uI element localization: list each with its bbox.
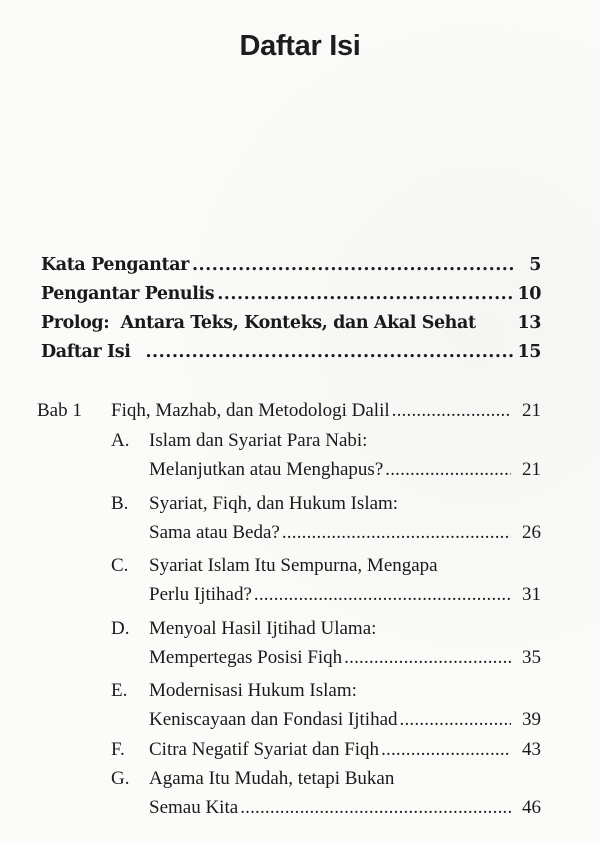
section-title-line1: Agama Itu Mudah, tetapi Bukan (149, 768, 395, 789)
toc-entry-title: Daftar Isi (41, 342, 131, 362)
chapter-page: 21 (522, 400, 541, 421)
toc-entry-page: 5 (529, 255, 541, 275)
section-entry (37, 555, 541, 581)
chapter-number: Bab 1 (37, 400, 82, 421)
toc-entry (41, 342, 541, 366)
toc-entry-page: 10 (517, 284, 541, 304)
toc-entry-page: 15 (517, 342, 541, 362)
leader-dots (344, 647, 511, 669)
section-page: 46 (522, 797, 541, 818)
toc-entry (41, 284, 541, 308)
leader-dots (282, 522, 511, 544)
section-letter: B. (111, 493, 129, 514)
toc-entry (41, 313, 541, 337)
section-entry (37, 618, 541, 644)
section-title-line2: Semau Kita (149, 797, 239, 818)
section-title-line2: Perlu Ijtihad? (149, 584, 252, 605)
section-title-line1: Citra Negatif Syariat dan Fiqh (149, 739, 380, 760)
section-title-line1: Islam dan Syariat Para Nabi: (149, 430, 368, 451)
section-title-line2: Melanjutkan atau Menghapus? (149, 459, 384, 480)
section-entry (37, 680, 541, 706)
section-letter: F. (111, 739, 125, 760)
section-page: 21 (522, 459, 541, 480)
toc-entry-title: Pengantar Penulis (41, 284, 215, 304)
leader-dots (400, 709, 511, 731)
section-letter: A. (111, 430, 130, 451)
section-entry-cont (37, 709, 541, 735)
toc-entry-title: Prolog: Antara Teks, Konteks, dan Akal Sehat (41, 313, 476, 333)
leader-dots (240, 797, 511, 819)
section-page: 26 (522, 522, 541, 543)
section-title-line1: Syariat, Fiqh, dan Hukum Islam: (149, 493, 399, 514)
chapter-entry (37, 400, 541, 426)
section-entry-cont (37, 584, 541, 610)
section-entry-cont (37, 522, 541, 548)
chapter-title: Fiqh, Mazhab, dan Metodologi Dalil (111, 400, 390, 421)
page-title: Daftar Isi (239, 30, 361, 62)
leader-dots (392, 400, 511, 422)
leader-dots (385, 459, 511, 481)
leader-dots (145, 342, 513, 362)
section-page: 35 (522, 647, 541, 668)
section-letter: G. (111, 768, 130, 789)
section-letter: D. (111, 618, 130, 639)
leader-dots (192, 255, 513, 275)
section-entry-cont (37, 647, 541, 673)
toc-entry-title: Kata Pengantar (41, 255, 189, 275)
section-entry (37, 768, 541, 794)
section-entry (37, 739, 541, 765)
section-page: 31 (522, 584, 541, 605)
section-title-line2: Mempertegas Posisi Fiqh (149, 647, 343, 668)
section-page: 39 (522, 709, 541, 730)
section-page: 43 (522, 739, 541, 760)
section-title-line2: Keniscayaan dan Fondasi Ijtihad (149, 709, 398, 730)
leader-dots (254, 584, 511, 606)
section-title-line1: Modernisasi Hukum Islam: (149, 680, 357, 701)
section-entry (37, 493, 541, 519)
leader-dots (381, 739, 511, 761)
section-letter: E. (111, 680, 128, 701)
section-title-line1: Syariat Islam Itu Sempurna, Mengapa (149, 555, 438, 576)
toc-entry (41, 255, 541, 279)
section-title-line1: Menyoal Hasil Ijtihad Ulama: (149, 618, 377, 639)
section-letter: C. (111, 555, 129, 576)
section-entry-cont (37, 797, 541, 823)
leader-dots (217, 284, 513, 304)
section-entry (37, 430, 541, 456)
toc-entry-page: 13 (517, 313, 541, 333)
section-title-line2: Sama atau Beda? (149, 522, 280, 543)
section-entry-cont (37, 459, 541, 485)
